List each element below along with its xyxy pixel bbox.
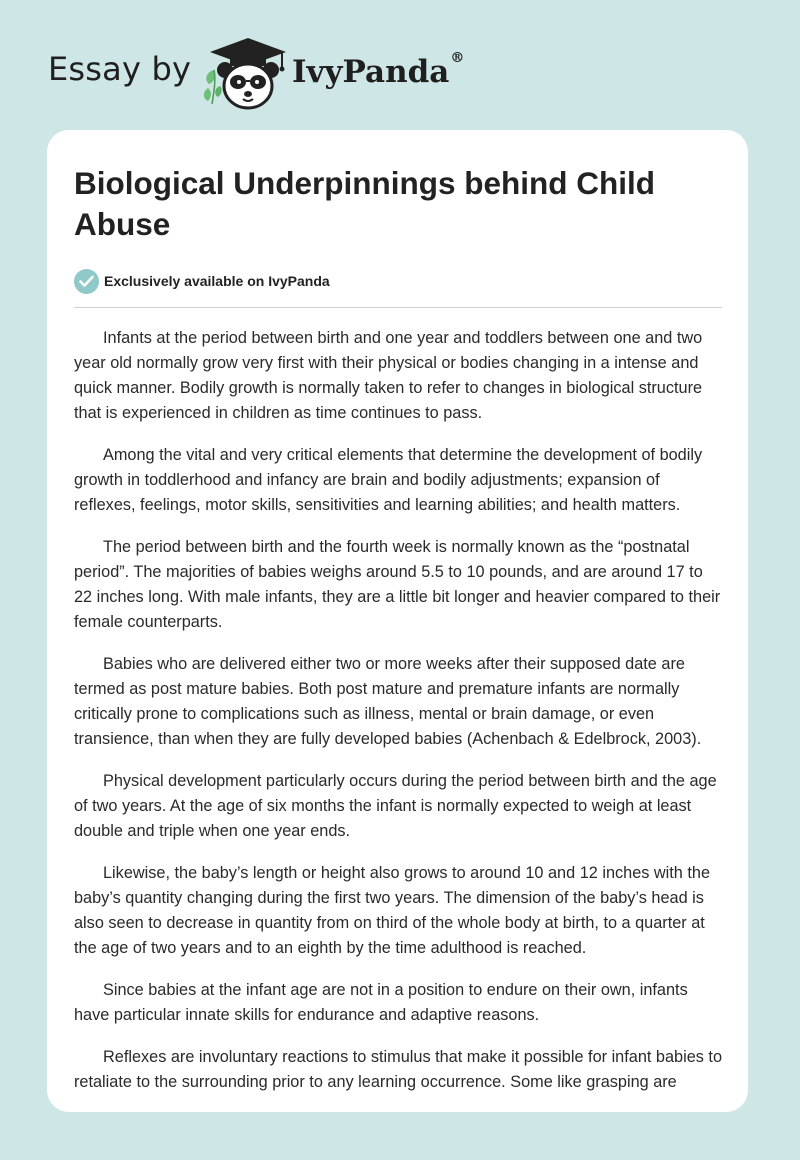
essay-content <box>74 163 722 1112</box>
paragraph: Likewise, the baby’s length or height also grows to around 10 and 12 inches with the baby’s quantity changing during the first two years. The dimension of the baby’s head is also seen to decrease in quantity from on third of the whole body at birth, to a quarter at the age of two years and to an eighth by the time adulthood is reached. <box>74 864 711 957</box>
essay-body <box>74 326 722 1095</box>
paragraph: Among the vital and very critical elements that determine the development of bodily growth in toddlerhood and infancy are brain and bodily adjustments; expansion of reflexes, feelings, motor skills, sensitivities and learning abilities; and health matters. <box>74 446 703 514</box>
exclusive-badge-text: Exclusively available on IvyPanda <box>104 273 330 289</box>
paragraph: Infants at the period between birth and one year and toddlers between one and two year old normally grow very first with their physical or bodies changing in a intense and quick manner. Bodily growth is normally taken to refer to changes in biological structure that is experienced in children as time continues to pass. <box>74 329 703 422</box>
title-divider <box>74 307 722 308</box>
site-header <box>0 0 800 130</box>
registered-mark: ® <box>450 50 465 66</box>
exclusive-badge <box>74 267 722 295</box>
panda-graduate-icon[interactable] <box>200 36 296 112</box>
essay-title: Biological Underpinnings behind Child Abuse <box>74 165 655 242</box>
paragraph: Since babies at the infant age are not in a position to endure on their own, infants have particular innate skills for endurance and adaptive reasons. <box>74 981 688 1024</box>
paragraph: The period between birth and the fourth week is normally known as the “postnatal period”. The majorities of babies weighs around 5.5 to 10 pounds, and are around 17 to 22 inches long. With male infants, they are a little bit longer and heavier compared to their female counterparts. <box>74 538 721 631</box>
check-circle-icon <box>74 269 99 294</box>
paragraph: Reflexes are involuntary reactions to stimulus that make it possible for infant babies to retaliate to the surrounding prior to any learning occurrence. Some like grasping are <box>74 1048 722 1091</box>
essay-by-label: Essay by <box>48 50 192 88</box>
paragraph: Babies who are delivered either two or more weeks after their supposed date are termed as post mature babies. Both post mature and premature infants are normally critically prone to complications such as illness, mental or brain damage, or even transience, than when they are fully developed babies (Achenbach & Edelbrock, 2003). <box>74 655 702 748</box>
brand-name-text: IvyPanda <box>292 54 450 90</box>
essay-card <box>47 130 748 1112</box>
brand-name[interactable] <box>292 50 465 90</box>
paragraph: Physical development particularly occurs during the period between birth and the age of two years. At the age of six months the infant is normally expected to weigh at least double and triple when one year ends. <box>74 772 717 840</box>
